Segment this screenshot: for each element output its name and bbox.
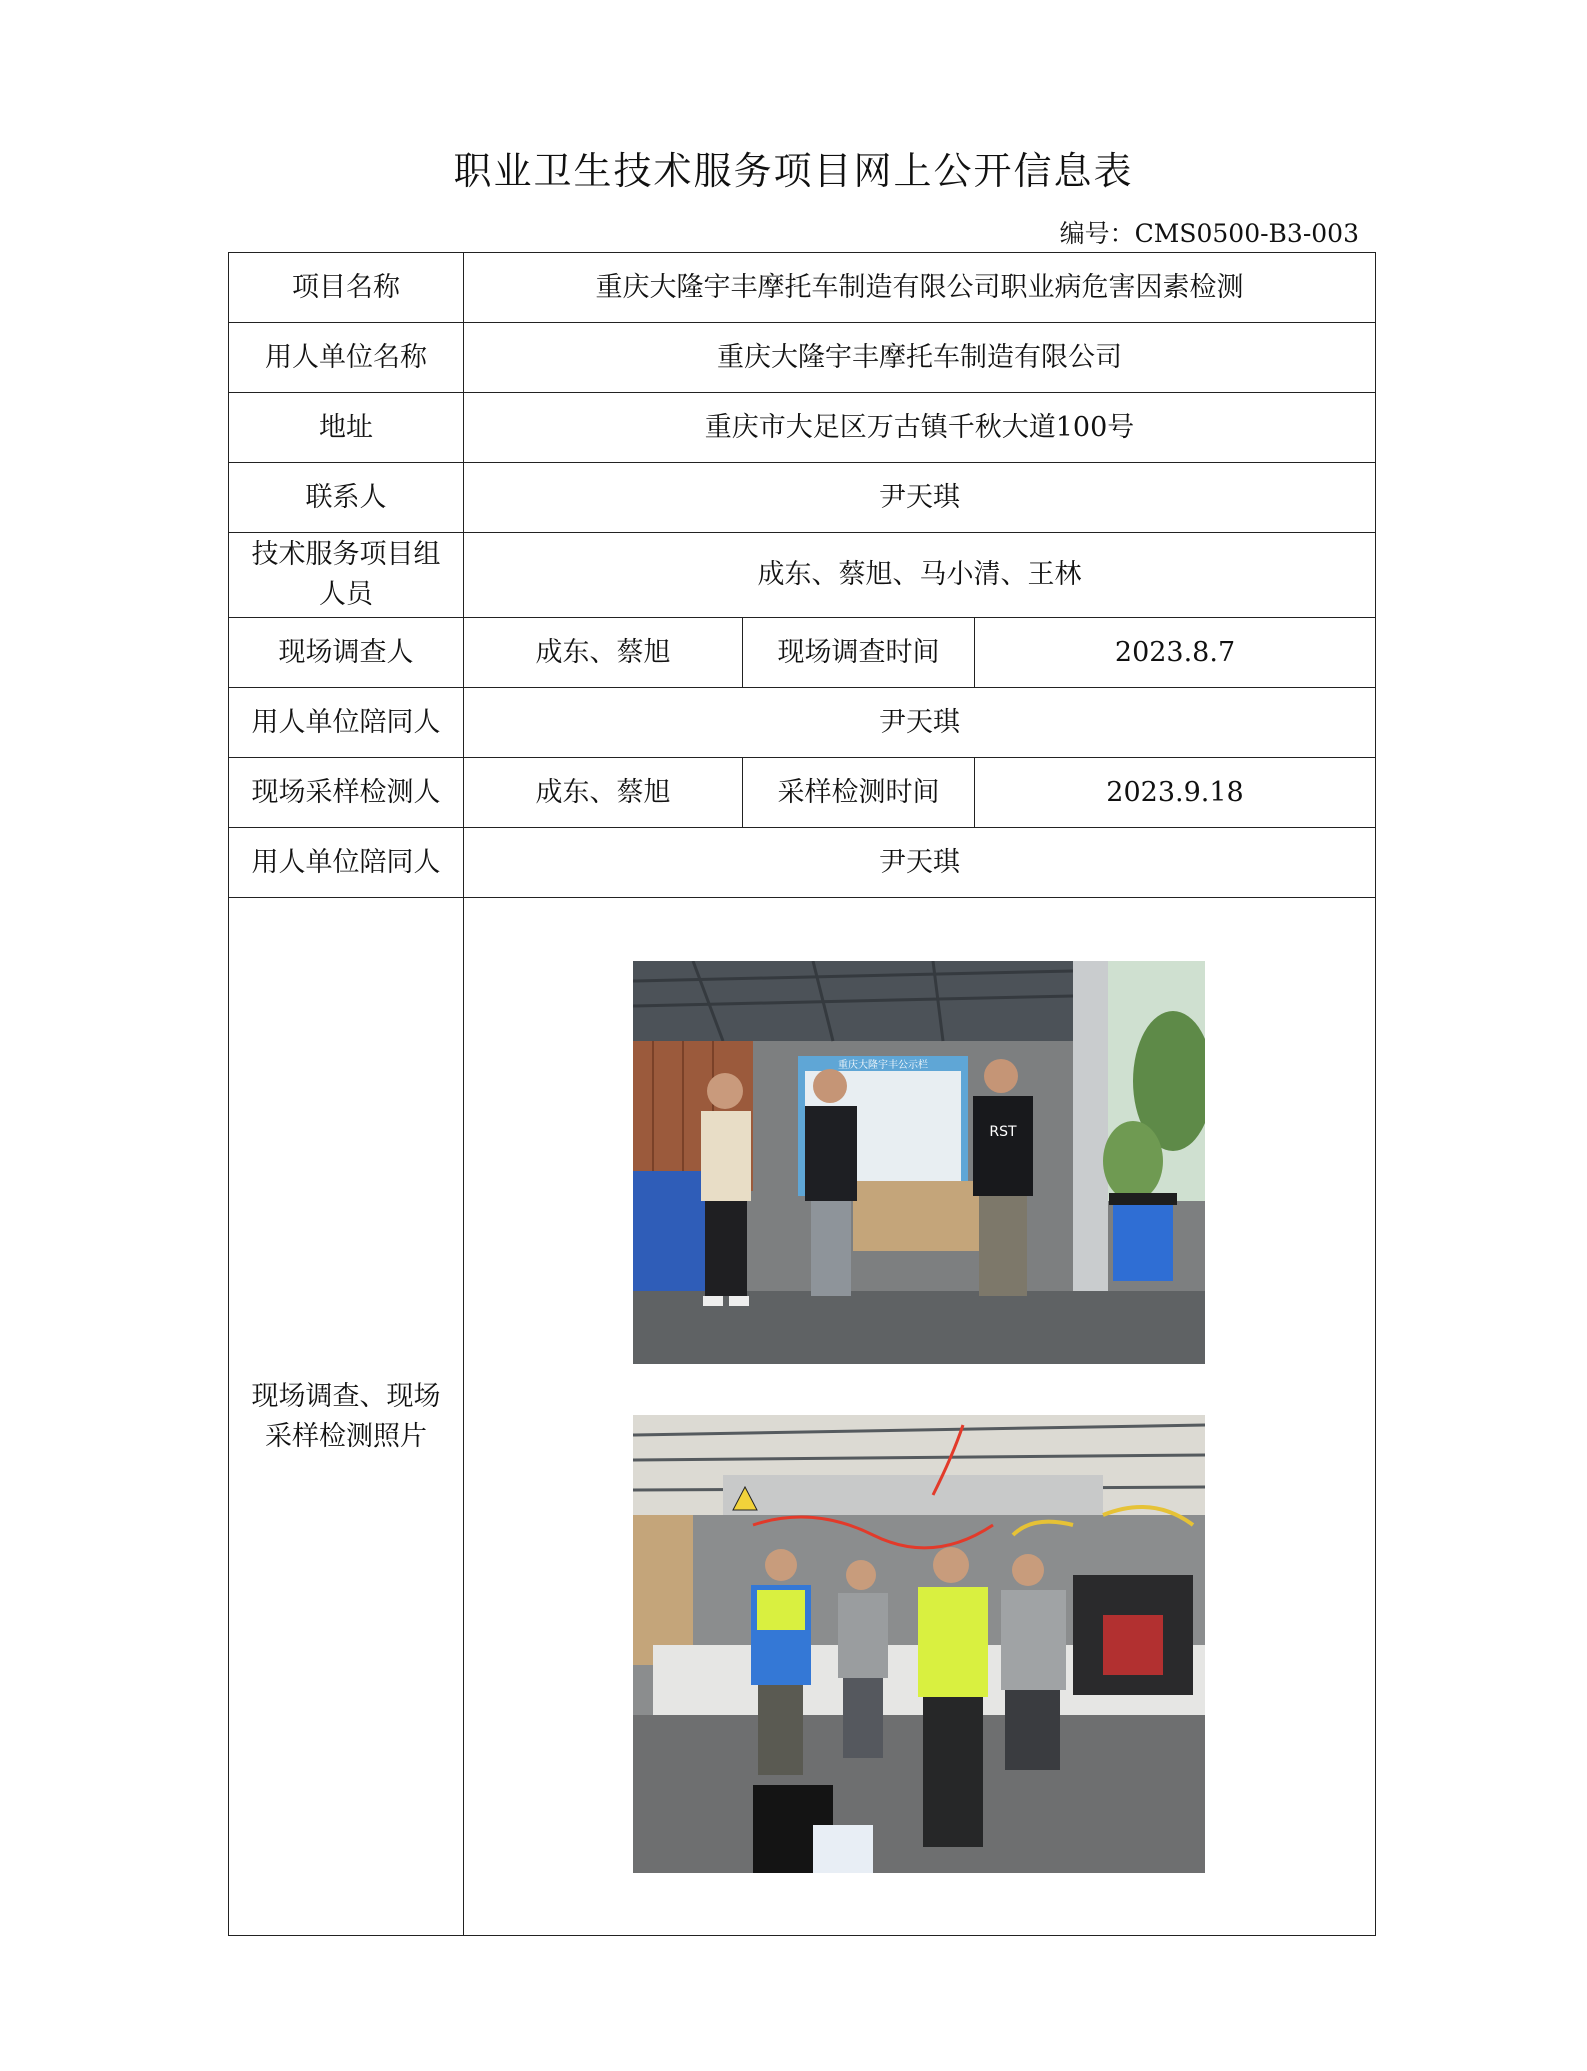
row-survey-escort — [229, 688, 1376, 758]
sampling-escort-value: 尹天琪 — [464, 828, 1376, 898]
row-contact — [229, 463, 1376, 533]
sampling-value: 成东、蔡旭 — [464, 758, 743, 828]
row-address — [229, 393, 1376, 463]
row-photos — [229, 898, 1376, 1936]
info-table — [228, 252, 1376, 1936]
row-survey — [229, 618, 1376, 688]
shirt-text: RST — [989, 1124, 1017, 1140]
survey-escort-value: 尹天琪 — [464, 688, 1376, 758]
page-title: 职业卫生技术服务项目网上公开信息表 — [453, 149, 1134, 193]
survey-time-value: 2023.8.7 — [975, 618, 1376, 688]
sampling-escort-label: 用人单位陪同人 — [229, 828, 464, 898]
sampling-time-value: 2023.9.18 — [975, 758, 1376, 828]
survey-photo — [633, 961, 1205, 1364]
photos-label-line2: 采样检测照片 — [265, 1420, 427, 1452]
address-value: 重庆市大足区万古镇千秋大道100号 — [464, 393, 1376, 463]
document-code: 编号：CMS0500-B3-003 — [1059, 219, 1359, 248]
team-label — [229, 533, 464, 618]
employer-value: 重庆大隆宇丰摩托车制造有限公司 — [464, 323, 1376, 393]
row-team — [229, 533, 1376, 618]
sampling-label: 现场采样检测人 — [229, 758, 464, 828]
survey-value: 成东、蔡旭 — [464, 618, 743, 688]
bulletin-board-text: 重庆大隆宇丰公示栏 — [838, 1060, 928, 1071]
row-sampling-escort — [229, 828, 1376, 898]
team-value: 成东、蔡旭、马小清、王林 — [464, 533, 1376, 618]
team-label-line1: 技术服务项目组 — [251, 539, 441, 570]
address-label: 地址 — [229, 393, 464, 463]
photos-label — [229, 898, 464, 1936]
sampling-photo — [633, 1415, 1205, 1873]
sampling-time-label: 采样检测时间 — [743, 758, 975, 828]
survey-label: 现场调查人 — [229, 618, 464, 688]
contact-label: 联系人 — [229, 463, 464, 533]
photos-cell — [464, 898, 1376, 1936]
employer-label: 用人单位名称 — [229, 323, 464, 393]
row-project-name — [229, 253, 1376, 323]
project-name-value: 重庆大隆宇丰摩托车制造有限公司职业病危害因素检测 — [464, 253, 1376, 323]
survey-time-label: 现场调查时间 — [743, 618, 975, 688]
row-sampling — [229, 758, 1376, 828]
contact-value: 尹天琪 — [464, 463, 1376, 533]
photos-label-line1: 现场调查、现场 — [251, 1380, 441, 1412]
team-label-line2: 人员 — [319, 579, 373, 610]
row-employer — [229, 323, 1376, 393]
project-name-label: 项目名称 — [229, 253, 464, 323]
survey-escort-label: 用人单位陪同人 — [229, 688, 464, 758]
